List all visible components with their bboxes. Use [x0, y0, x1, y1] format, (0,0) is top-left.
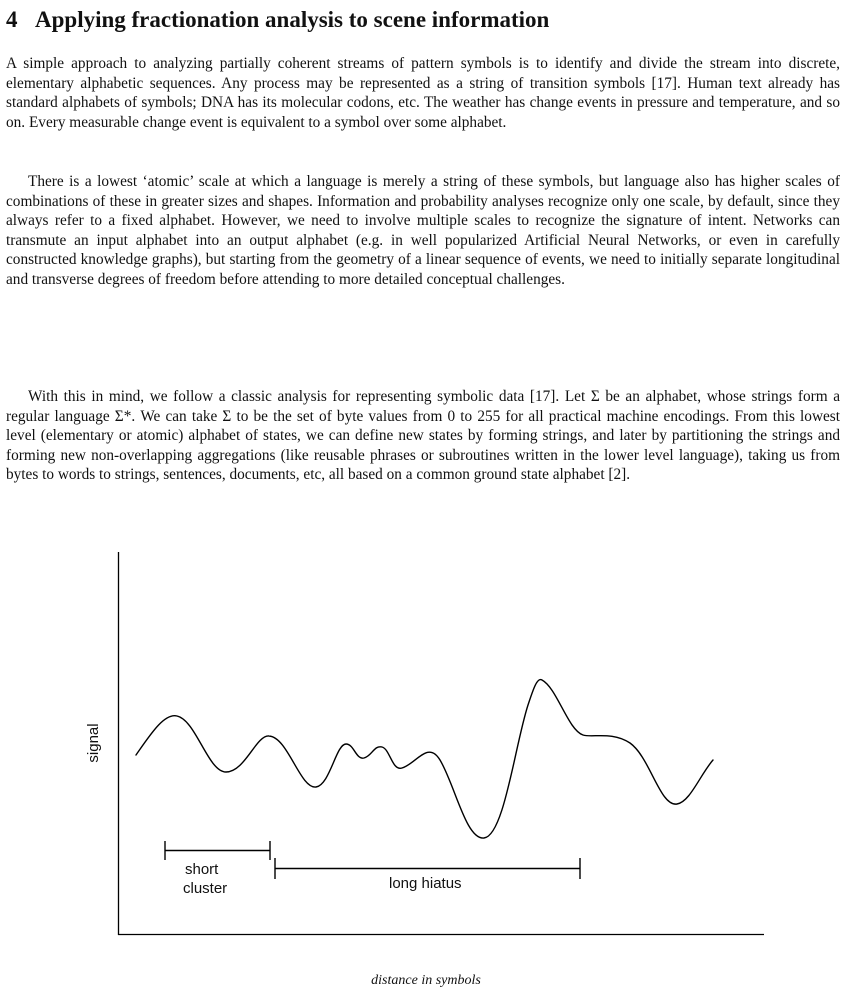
section-number: 4: [6, 7, 18, 32]
x-axis-label: distance in symbols: [371, 973, 481, 988]
short-cluster-label-line1: short: [185, 861, 219, 878]
signal-curve: [136, 680, 713, 838]
short-cluster-label-line2: cluster: [183, 880, 228, 897]
paragraph-2: There is a lowest ‘atomic’ scale at which a language is merely a string of these symbols, but language also has higher scales of combinations of these in greater sizes and shapes. Information and probability analyses recognize only one scale, by default, since they always refer to a fixed alphabet. However, we need to involve multiple scales to recognize the signature of intent. Networks can transmute an input alphabet into an output alphabet (e.g. in well popularized Artificial Neural Networks, or even in carefully constructed knowledge graphs), but starting from the geometry of a linear sequence of events, we need to initially separate longitudinal and transverse degrees of freedom before attending to more detailed conceptual challenges.: [6, 173, 840, 288]
long-hiatus-label: long hiatus: [389, 875, 462, 892]
paragraph-1: A simple approach to analyzing partially coherent streams of pattern symbols is to identify and divide the stream into discrete, elementary alphabetic sequences. Any process may be represented as a string of transition symbols [17]. Human text already has standard alphabets of symbols; DNA has its molecular codons, etc. The weather has change events in pressure and temperature, and so on. Every measurable change event is equivalent to a symbol over some alphabet.: [6, 55, 840, 131]
y-axis-label: signal: [85, 723, 102, 763]
paragraph-3: With this in mind, we follow a classic analysis for representing symbolic data [17]. Let Σ be an alphabet, whose strings form a regular language Σ*. We can take Σ to be the set of byte values from 0 to 255 for all practical machine encodings. From this lowest level (elementary or atomic) alphabet of states, we can define new states by forming strings, and later by partitioning the strings and forming new non-overlapping aggregations (like reusable phrases or subroutines written in the lower level language), taking us from bytes to words to strings, sentences, documents, etc, all based on a common ground state alphabet [2].: [6, 388, 840, 483]
section-title: Applying fractionation analysis to scene information: [35, 7, 550, 32]
